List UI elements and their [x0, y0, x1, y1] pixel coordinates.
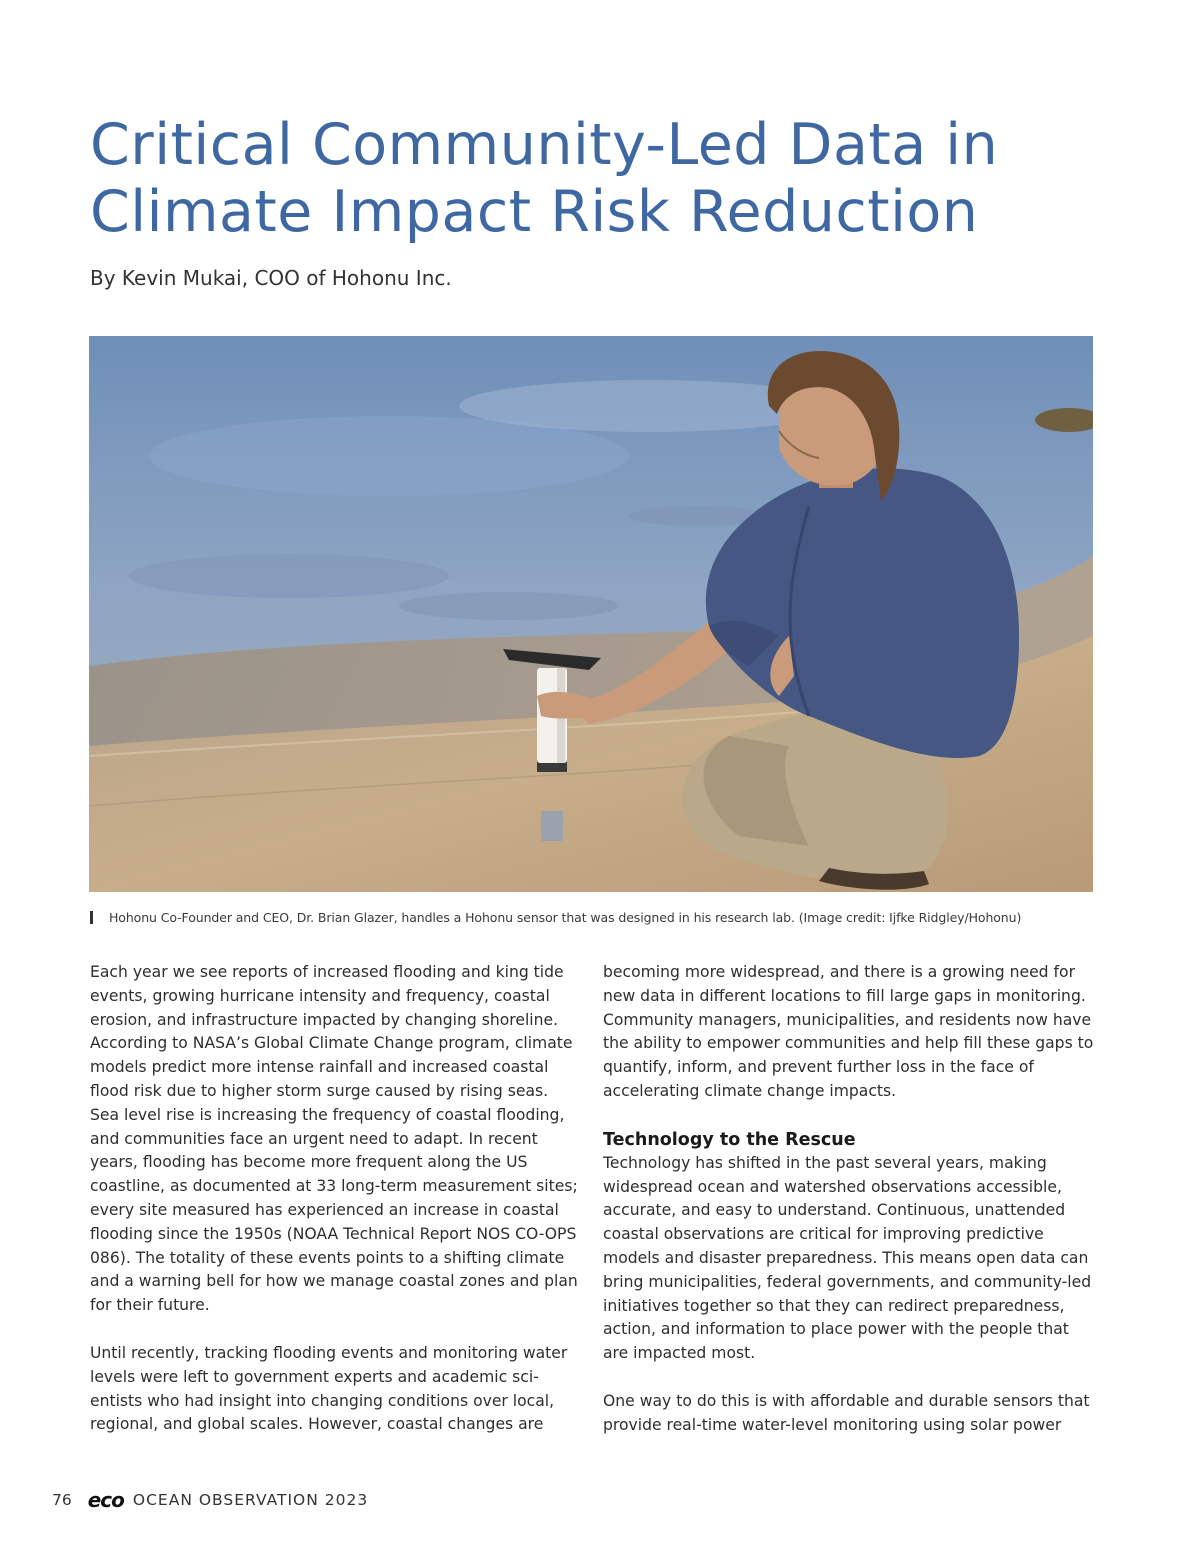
brand-logo: eco [87, 1488, 124, 1512]
article-photo [89, 336, 1093, 892]
photo-caption [90, 910, 1021, 925]
article-byline: By Kevin Mukai, COO of Hohonu Inc. [90, 266, 452, 290]
article-title: Critical Community-Led Data in Climate Impact Risk Reduction [90, 112, 999, 245]
body-paragraph: becoming more widespread, and there is a growing need for new data in different locations to fill large gaps in monitoring. Community managers, municipalities, and residents now have the ability to empower communities and help fill these gaps to quantify, inform, and prevent further loss in the face of accelerating climate change impacts. [603, 963, 1094, 1100]
body-paragraph: Until recently, tracking flooding events and monitoring water levels were left to government experts and academic sci-entists who had insight into changing conditions over local, regional, and global scales. However, coastal changes are [90, 1343, 568, 1434]
body-paragraph: Each year we see reports of increased flooding and king tide events, growing hurricane intensity and frequency, coastal erosion, and infrastructure impacted by changing shoreline. According to NASA’s Global Climate Change program, climate models predict more intense rainfall and increased coastal flood risk due to higher storm surge caused by rising seas. Sea level rise is increasing the frequency of coastal flooding, and communities face an urgent need to adapt. In recent years, flooding has become more frequent along the US coastline, as documented at 33 long-term measurement sites; every site measured has experienced an increase in coastal flooding since the 1950s (NOAA Technical Report NOS CO-OPS 086). The totality of these events points to a shifting climate and a warning bell for how we manage coastal zones and plan for their future. [90, 963, 578, 1315]
page-footer [52, 1488, 368, 1512]
body-column-right [603, 961, 1095, 1462]
body-paragraph: Technology has shifted in the past several years, making widespread ocean and watershed observations accessible, accurate, and easy to understand. Continuous, unattended coastal observations are critical for improving predictive models and disaster preparedness. This means open data can bring municipalities, federal governments, and community-led initiatives together so that they can redirect preparedness, action, and information to place power with the people that are impacted most. [603, 1153, 1092, 1363]
photo-caption-text: Hohonu Co-Founder and CEO, Dr. Brian Glazer, handles a Hohonu sensor that was designed in his research lab. (Image credit: Ijfke Ridgley/Hohonu) [109, 910, 1022, 925]
section-heading: Technology to the Rescue [603, 1129, 856, 1150]
page-number: 76 [52, 1491, 72, 1509]
body-column-left [90, 961, 582, 1461]
body-paragraph: One way to do this is with affordable and durable sensors that provide real-time water-level monitoring using solar power [603, 1391, 1090, 1434]
publication-name: OCEAN OBSERVATION 2023 [132, 1491, 369, 1509]
caption-marker [90, 911, 93, 924]
